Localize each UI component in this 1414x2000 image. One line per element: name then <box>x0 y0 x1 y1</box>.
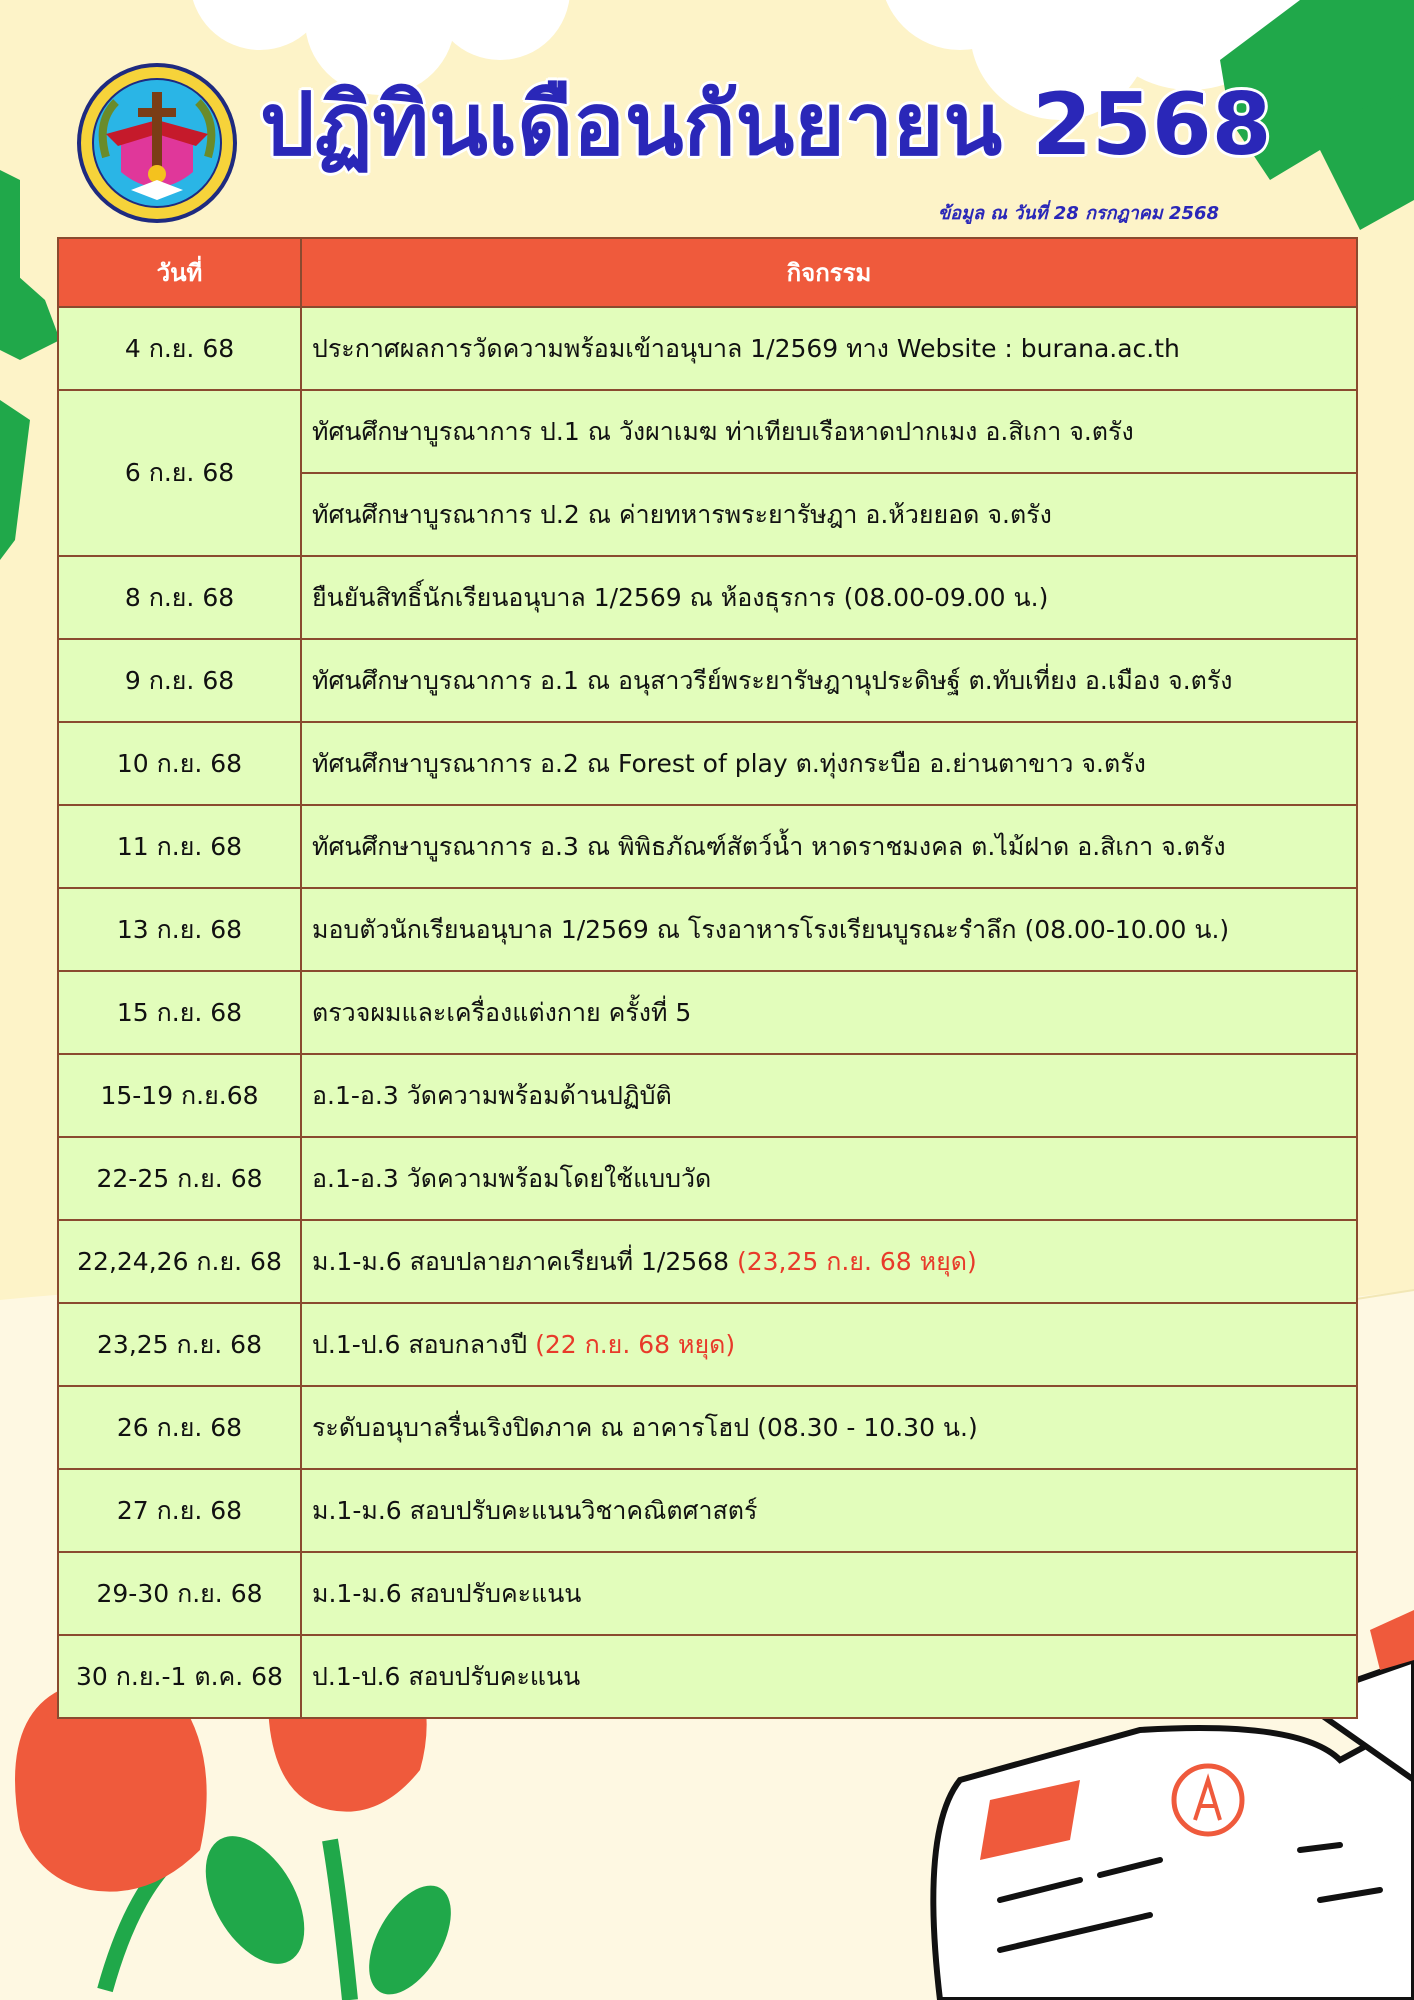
row-activity: ม.1-ม.6 สอบปลายภาคเรียนที่ 1/2568 (23,25 ก.ย. 68 หยุด) <box>301 1220 1357 1303</box>
row-activity: ม.1-ม.6 สอบปรับคะแนน <box>301 1552 1357 1635</box>
row-activity: ทัศนศึกษาบูรณาการ ป.1 ณ วังผาเมฆ ท่าเทียบเรือหาดปากเมง อ.สิเกา จ.ตรัง <box>301 390 1357 473</box>
table-row <box>58 722 1357 805</box>
row-date: 8 ก.ย. 68 <box>58 556 301 639</box>
row-date: 23,25 ก.ย. 68 <box>58 1303 301 1386</box>
row-date: 9 ก.ย. 68 <box>58 639 301 722</box>
row-activity: ทัศนศึกษาบูรณาการ อ.3 ณ พิพิธภัณฑ์สัตว์น้ำ หาดราชมงคล ต.ไม้ฝาด อ.สิเกา จ.ตรัง <box>301 805 1357 888</box>
row-activity: ป.1-ป.6 สอบกลางปี (22 ก.ย. 68 หยุด) <box>301 1303 1357 1386</box>
row-activity: อ.1-อ.3 วัดความพร้อมโดยใช้แบบวัด <box>301 1137 1357 1220</box>
row-date: 26 ก.ย. 68 <box>58 1386 301 1469</box>
row-activity: ระดับอนุบาลรื่นเริงปิดภาค ณ อาคารโฮป (08.30 - 10.30 น.) <box>301 1386 1357 1469</box>
table-row <box>58 556 1357 639</box>
row-activity: ตรวจผมและเครื่องแต่งกาย ครั้งที่ 5 <box>301 971 1357 1054</box>
row-activity: ทัศนศึกษาบูรณาการ อ.1 ณ อนุสาวรีย์พระยารัษฎานุประดิษฐ์ ต.ทับเที่ยง อ.เมือง จ.ตรัง <box>301 639 1357 722</box>
row-activity: ทัศนศึกษาบูรณาการ ป.2 ณ ค่ายทหารพระยารัษฎา อ.ห้วยยอด จ.ตรัง <box>301 473 1357 556</box>
row-activity: ประกาศผลการวัดความพร้อมเข้าอนุบาล 1/2569 ทาง Website : burana.ac.th <box>301 307 1357 390</box>
page-title: ปฏิทินเดือนกันยายน 2568 <box>260 75 1272 175</box>
row-date: 15 ก.ย. 68 <box>58 971 301 1054</box>
row-activity: ทัศนศึกษาบูรณาการ อ.2 ณ Forest of play ต.ทุ่งกระบือ อ.ย่านตาขาว จ.ตรัง <box>301 722 1357 805</box>
table-row <box>58 307 1357 390</box>
table-row <box>58 639 1357 722</box>
column-header-activity: กิจกรรม <box>301 238 1357 307</box>
table-row <box>58 1469 1357 1552</box>
table-row <box>58 1386 1357 1469</box>
table-row <box>58 805 1357 888</box>
table-row <box>58 1635 1357 1718</box>
table-row <box>58 1303 1357 1386</box>
row-date: 15-19 ก.ย.68 <box>58 1054 301 1137</box>
table-row <box>58 971 1357 1054</box>
table-row <box>58 1054 1357 1137</box>
table-row <box>58 1137 1357 1220</box>
row-date: 22,24,26 ก.ย. 68 <box>58 1220 301 1303</box>
column-header-date: วันที่ <box>58 238 301 307</box>
row-date: 10 ก.ย. 68 <box>58 722 301 805</box>
row-date: 27 ก.ย. 68 <box>58 1469 301 1552</box>
table-row <box>58 1220 1357 1303</box>
row-activity: มอบตัวนักเรียนอนุบาล 1/2569 ณ โรงอาหารโรงเรียนบูรณะรำลึก (08.00-10.00 น.) <box>301 888 1357 971</box>
row-date: 29-30 ก.ย. 68 <box>58 1552 301 1635</box>
activity-calendar-table <box>57 237 1358 1719</box>
row-date: 11 ก.ย. 68 <box>58 805 301 888</box>
table-row <box>58 1552 1357 1635</box>
table-header-row <box>58 238 1357 307</box>
table-row <box>58 888 1357 971</box>
row-date: 22-25 ก.ย. 68 <box>58 1137 301 1220</box>
data-as-of-date: ข้อมูล ณ วันที่ 28 กรกฎาคม 2568 <box>938 203 1220 224</box>
row-date: 30 ก.ย.-1 ต.ค. 68 <box>58 1635 301 1718</box>
table-row <box>58 390 1357 473</box>
row-activity: ม.1-ม.6 สอบปรับคะแนนวิชาคณิตศาสตร์ <box>301 1469 1357 1552</box>
row-date: 6 ก.ย. 68 <box>58 390 301 556</box>
row-date: 13 ก.ย. 68 <box>58 888 301 971</box>
row-activity: อ.1-อ.3 วัดความพร้อมด้านปฏิบัติ <box>301 1054 1357 1137</box>
school-logo <box>76 62 238 224</box>
row-activity: ป.1-ป.6 สอบปรับคะแนน <box>301 1635 1357 1718</box>
holiday-note: (22 ก.ย. 68 หยุด) <box>535 1329 736 1359</box>
holiday-note: (23,25 ก.ย. 68 หยุด) <box>736 1246 977 1276</box>
row-activity: ยืนยันสิทธิ์นักเรียนอนุบาล 1/2569 ณ ห้องธุรการ (08.00-09.00 น.) <box>301 556 1357 639</box>
row-date: 4 ก.ย. 68 <box>58 307 301 390</box>
